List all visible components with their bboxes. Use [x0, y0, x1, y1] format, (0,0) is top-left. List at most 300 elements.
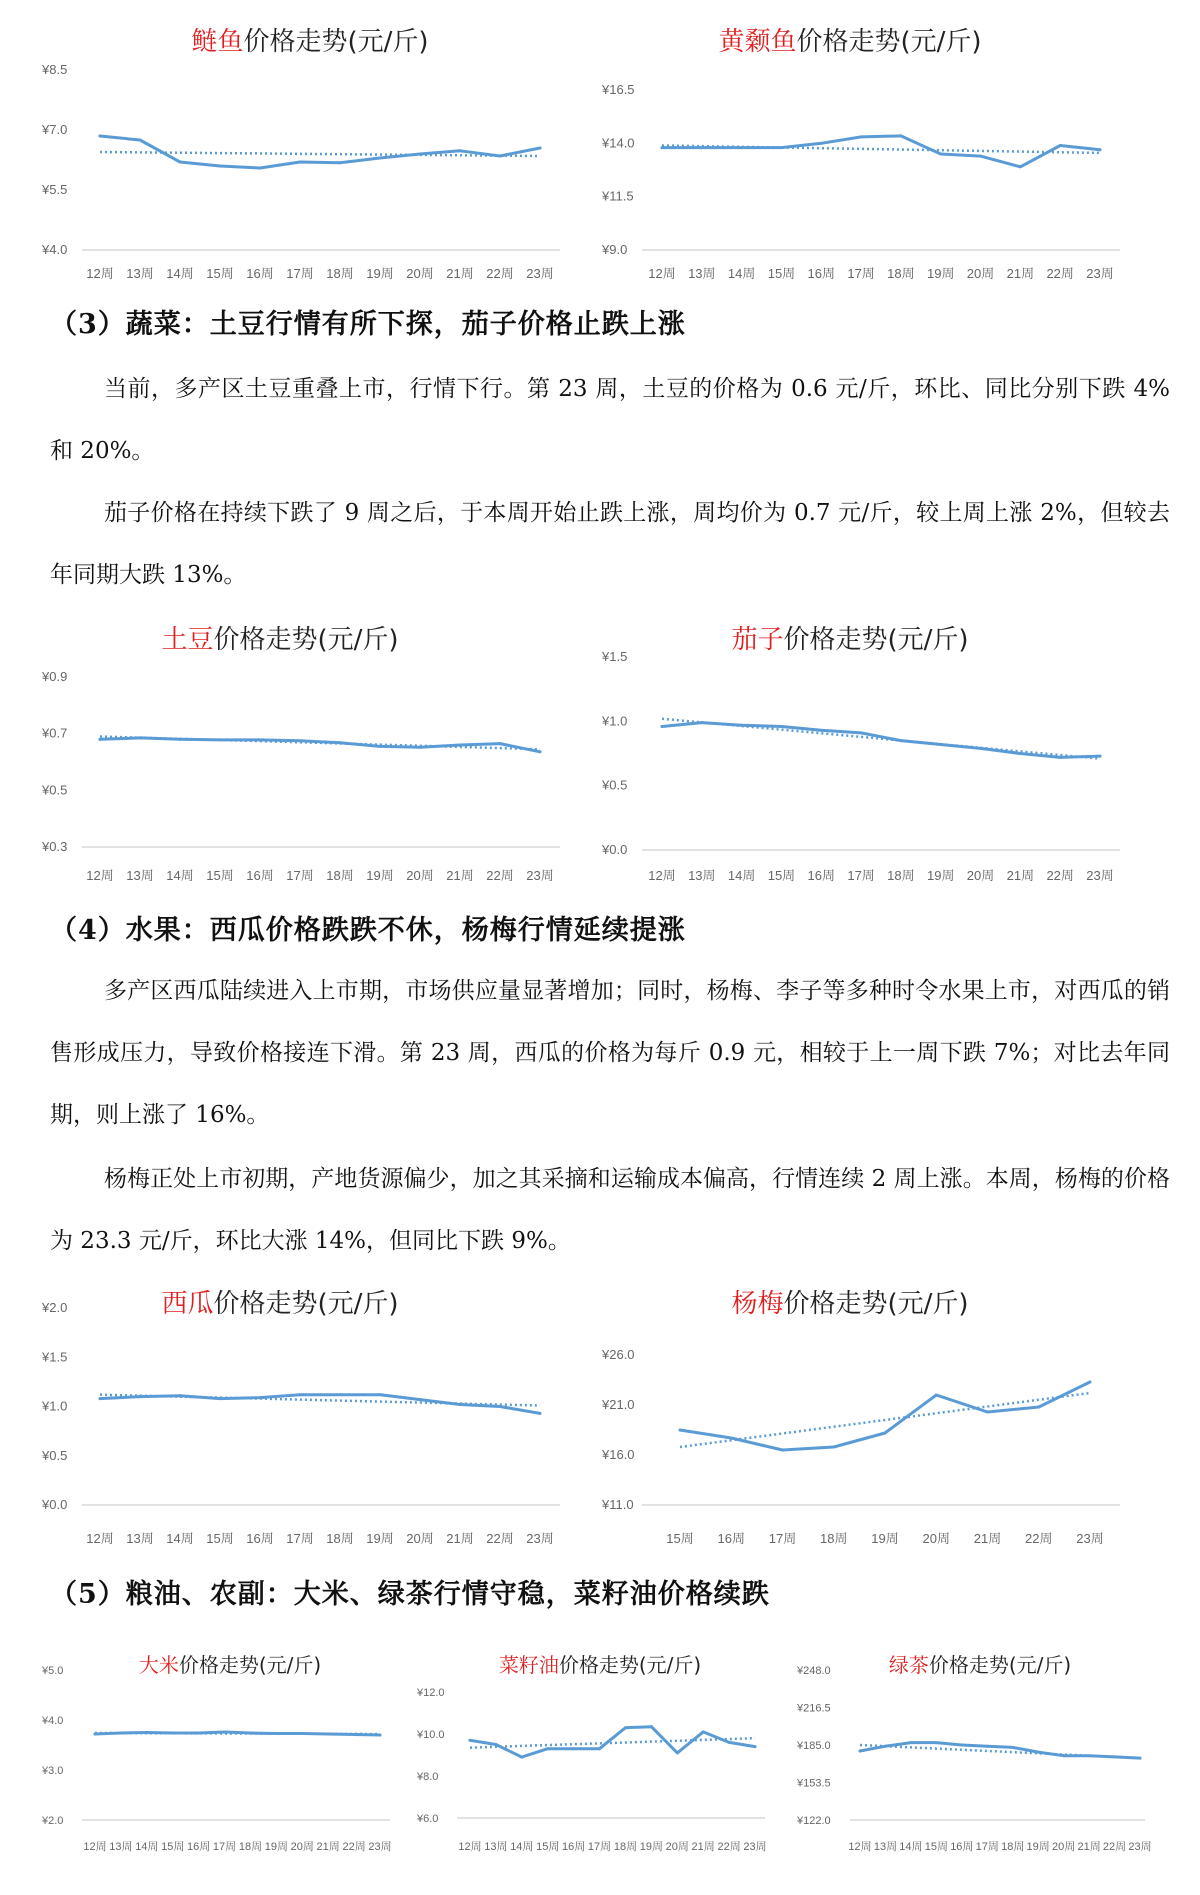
yangmei-y-tick-label: ¥26.0: [602, 1347, 635, 1362]
xigua-x-tick-label: 13周: [126, 1531, 154, 1546]
qiezi-x-tick-label: 21周: [1006, 868, 1035, 883]
caiziyou-x-tick-label: 13周: [484, 1841, 508, 1853]
huangsangyu-data-point: [661, 146, 664, 149]
lianyu-x-tick-label: 18周: [326, 266, 354, 281]
lianyu-title-suffix: 价格走势(元/斤): [243, 27, 429, 57]
xigua-y-tick-label: ¥0.0: [42, 1497, 68, 1512]
huangsangyu-x-tick-label: 17周: [847, 266, 875, 281]
huangsangyu-x-tick-label: 20周: [966, 266, 995, 281]
xigua-x-tick-label: 14周: [166, 1531, 194, 1546]
tudou-data-point: [179, 738, 182, 741]
lvcha-data-point: [909, 1741, 912, 1744]
lianyu-data-point: [419, 153, 422, 156]
xigua-y-tick-label: ¥1.5: [42, 1349, 68, 1365]
xigua-x-tick-label: 15周: [206, 1531, 234, 1546]
qiezi-data-point: [860, 731, 863, 734]
lvcha-x-tick-label: 22周: [1102, 1841, 1127, 1853]
dami-title-suffix: 价格走势(元/斤): [178, 1653, 322, 1677]
lvcha-data-point: [986, 1745, 989, 1748]
xigua-x-tick-label: 18周: [326, 1531, 354, 1546]
lvcha-data-point: [960, 1744, 963, 1747]
tudou-y-tick-label: ¥0.3: [42, 839, 68, 854]
xigua-data-point: [459, 1403, 462, 1406]
tudou-y-tick-label: ¥0.5: [42, 782, 68, 798]
qiezi-x-tick-label: 20周: [966, 868, 995, 883]
huangsangyu-x-tick-label: 22周: [1046, 266, 1074, 281]
lianyu-data-point: [499, 155, 502, 158]
lvcha-y-tick-label: ¥153.5: [797, 1777, 831, 1790]
caiziyou-data-point: [469, 1739, 472, 1742]
caiziyou-x-tick-label: 16周: [562, 1841, 586, 1853]
qiezi-x-tick-label: 23周: [1086, 868, 1114, 883]
dami-x-tick-label: 12周: [83, 1841, 107, 1853]
lvcha-y-tick-label: ¥122.0: [797, 1815, 831, 1827]
tudou-data-point: [539, 750, 542, 753]
xigua-x-tick-label: 19周: [366, 1531, 394, 1546]
qiezi-data-point: [899, 739, 902, 742]
caiziyou-x-tick-label: 12周: [458, 1841, 482, 1853]
dami-data-point: [353, 1733, 356, 1736]
lianyu-x-tick-label: 15周: [206, 266, 234, 281]
tudou-y-tick-label: ¥0.7: [42, 725, 68, 741]
huangsangyu-data-point: [860, 135, 863, 138]
dami-x-tick-label: 13周: [109, 1841, 133, 1853]
huangsangyu-price-line: [662, 136, 1100, 167]
lianyu-data-point: [99, 135, 102, 138]
lvcha-data-point: [1062, 1754, 1065, 1757]
lvcha-x-tick-label: 20周: [1052, 1841, 1076, 1853]
caiziyou-x-tick-label: 14周: [510, 1841, 534, 1853]
caiziyou-x-tick-label: 22周: [717, 1841, 741, 1853]
dami-data-point: [171, 1732, 174, 1735]
qiezi-data-point: [1019, 752, 1022, 755]
chart-dami: [40, 1640, 410, 1880]
dami-data-point: [379, 1734, 382, 1737]
chart-qiezi: [600, 612, 1140, 897]
qiezi-x-tick-label: 19周: [926, 868, 955, 883]
lianyu-data-point: [299, 161, 302, 164]
xigua-data-point: [219, 1397, 222, 1400]
lianyu-data-point: [259, 167, 262, 170]
tudou-x-tick-label: 20周: [406, 868, 434, 883]
tudou-chart-title: [161, 625, 398, 655]
qiezi-data-point: [740, 724, 743, 727]
xigua-data-point: [179, 1394, 182, 1397]
xigua-y-tick-label: ¥1.0: [42, 1398, 68, 1414]
huangsangyu-y-tick-label: ¥9.0: [602, 242, 628, 257]
qiezi-data-point: [780, 725, 783, 728]
huangsangyu-data-point: [899, 134, 902, 137]
lvcha-x-tick-label: 21周: [1077, 1841, 1101, 1853]
qiezi-x-tick-label: 12周: [648, 868, 676, 883]
paragraph-eggplant: 茄子价格在持续下跌了 9 周之后，于本周开始止跌上涨，周均价为 0.7 元/斤，较上周上涨 2%，但较去年同期大跌 13%。: [50, 500, 1170, 588]
lvcha-x-tick-label: 17周: [975, 1841, 999, 1853]
tudou-data-point: [219, 738, 222, 741]
caiziyou-data-point: [754, 1745, 757, 1748]
xigua-y-tick-label: ¥0.5: [42, 1447, 68, 1463]
lvcha-x-tick-label: 23周: [1128, 1841, 1152, 1853]
lvcha-x-tick-label: 15周: [924, 1841, 948, 1853]
yangmei-data-point: [884, 1432, 887, 1435]
yangmei-y-tick-label: ¥21.0: [602, 1397, 635, 1412]
lvcha-data-point: [1113, 1755, 1116, 1758]
caiziyou-data-point: [598, 1747, 601, 1750]
yangmei-data-point: [1089, 1381, 1092, 1384]
lvcha-x-tick-label: 14周: [899, 1841, 923, 1853]
lianyu-x-tick-label: 19周: [366, 266, 394, 281]
huangsangyu-y-tick-label: ¥11.5: [602, 188, 634, 204]
dami-x-tick-label: 15周: [161, 1841, 185, 1853]
tudou-data-point: [259, 738, 262, 741]
lvcha-x-tick-label: 12周: [848, 1841, 872, 1853]
caiziyou-title-suffix: 价格走势(元/斤): [558, 1653, 702, 1677]
huangsangyu-x-tick-label: 14周: [727, 266, 756, 281]
lianyu-data-point: [379, 157, 382, 160]
lvcha-y-tick-label: ¥248.0: [797, 1665, 831, 1677]
tudou-x-tick-label: 13周: [126, 868, 154, 883]
lianyu-data-point: [339, 161, 342, 164]
dami-y-tick-label: ¥2.0: [42, 1815, 64, 1827]
lianyu-x-tick-label: 23周: [526, 266, 554, 281]
lvcha-y-tick-label: ¥185.0: [797, 1740, 831, 1752]
caiziyou-data-point: [546, 1747, 549, 1750]
qiezi-data-point: [979, 747, 982, 750]
lianyu-x-tick-label: 17周: [286, 266, 314, 281]
lianyu-y-tick-label: ¥7.0: [42, 122, 68, 137]
qiezi-x-tick-label: 18周: [887, 868, 915, 883]
caiziyou-data-point: [624, 1726, 627, 1729]
lvcha-x-tick-label: 19周: [1026, 1841, 1050, 1853]
xigua-data-point: [419, 1398, 422, 1401]
paragraph-watermelon: 多产区西瓜陆续进入上市期，市场供应量显著增加；同时，杨梅、李子等多种时令水果上市，对西瓜的销售形成压力，导致价格接连下滑。第 23 周，西瓜的价格为每斤 0.9 元，相较于上一周下跌 7%；对比去年同期，则上涨了 16%。: [50, 978, 1170, 1128]
lianyu-data-point: [459, 149, 462, 152]
lvcha-chart-title: [889, 1653, 1071, 1677]
tudou-data-point: [499, 742, 502, 745]
caiziyou-y-tick-label: ¥6.0: [417, 1813, 439, 1825]
caiziyou-data-point: [676, 1751, 679, 1754]
yangmei-data-point: [730, 1437, 733, 1440]
xigua-x-tick-label: 12周: [86, 1531, 114, 1546]
lvcha-title-suffix: 价格走势(元/斤): [928, 1653, 1072, 1677]
dami-data-point: [249, 1732, 252, 1735]
tudou-x-tick-label: 17周: [286, 868, 314, 883]
yangmei-data-point: [832, 1446, 835, 1449]
yangmei-y-tick-label: ¥16.0: [602, 1447, 635, 1462]
qiezi-data-point: [700, 721, 703, 724]
huangsangyu-title-suffix: 价格走势(元/斤): [796, 27, 982, 57]
lianyu-y-tick-label: ¥5.5: [42, 182, 68, 197]
caiziyou-x-tick-label: 19周: [639, 1841, 663, 1853]
chart-yangmei: [600, 1280, 1140, 1565]
qiezi-price-line: [662, 723, 1100, 758]
yangmei-data-point: [679, 1429, 682, 1432]
huangsangyu-data-point: [740, 146, 743, 149]
caiziyou-price-line: [470, 1727, 755, 1757]
huangsangyu-chart-title: [718, 27, 981, 57]
caiziyou-y-tick-label: ¥10.0: [417, 1729, 445, 1741]
xigua-x-tick-label: 16周: [246, 1531, 274, 1546]
yangmei-x-tick-label: 21周: [973, 1531, 1002, 1546]
xigua-data-point: [99, 1397, 102, 1400]
huangsangyu-x-tick-label: 18周: [887, 266, 915, 281]
caiziyou-x-tick-label: 18周: [613, 1841, 638, 1853]
yangmei-x-tick-label: 19周: [871, 1531, 899, 1546]
dami-x-tick-label: 22周: [342, 1841, 366, 1853]
huangsangyu-data-point: [700, 146, 703, 149]
yangmei-x-tick-label: 17周: [768, 1531, 797, 1546]
yangmei-price-line: [680, 1382, 1090, 1450]
tudou-title-name: 土豆: [161, 625, 214, 655]
lvcha-data-point: [935, 1741, 938, 1744]
tudou-data-point: [99, 738, 102, 741]
dami-data-point: [94, 1733, 97, 1736]
caiziyou-data-point: [572, 1747, 575, 1750]
qiezi-x-tick-label: 22周: [1046, 868, 1074, 883]
dami-x-tick-label: 19周: [264, 1841, 288, 1853]
dami-x-tick-label: 21周: [316, 1841, 340, 1853]
lvcha-data-point: [1139, 1757, 1142, 1760]
lianyu-x-tick-label: 22周: [486, 266, 514, 281]
lianyu-y-tick-label: ¥4.0: [42, 242, 68, 257]
yangmei-x-tick-label: 16周: [717, 1531, 745, 1546]
lvcha-y-tick-label: ¥216.5: [797, 1702, 831, 1715]
tudou-data-point: [299, 739, 302, 742]
qiezi-y-tick-label: ¥1.0: [602, 713, 628, 729]
tudou-x-tick-label: 15周: [206, 868, 234, 883]
yangmei-x-tick-label: 20周: [922, 1531, 950, 1546]
xigua-data-point: [259, 1396, 262, 1399]
xigua-data-point: [499, 1405, 502, 1408]
huangsangyu-x-tick-label: 13周: [688, 266, 716, 281]
caiziyou-title-name: 菜籽油: [498, 1653, 559, 1677]
lvcha-data-point: [1088, 1754, 1091, 1757]
lianyu-x-tick-label: 21周: [446, 266, 474, 281]
dami-data-point: [145, 1731, 148, 1734]
dami-data-point: [327, 1733, 330, 1736]
section-heading-vegetables: （3）蔬菜：土豆行情有所下探，茄子价格止跌上涨: [50, 309, 686, 340]
xigua-data-point: [339, 1393, 342, 1396]
qiezi-data-point: [1059, 756, 1062, 759]
tudou-x-tick-label: 14周: [166, 868, 194, 883]
dami-price-line: [95, 1732, 380, 1735]
qiezi-y-tick-label: ¥1.5: [602, 649, 628, 664]
qiezi-x-tick-label: 17周: [847, 868, 875, 883]
lvcha-data-point: [884, 1745, 887, 1748]
chart-tudou: [40, 612, 580, 897]
caiziyou-data-point: [520, 1756, 523, 1759]
qiezi-data-point: [820, 729, 823, 732]
qiezi-x-tick-label: 15周: [767, 868, 796, 883]
qiezi-title-name: 茄子: [731, 625, 784, 655]
huangsangyu-data-point: [820, 142, 823, 145]
huangsangyu-data-point: [979, 155, 982, 158]
section-heading-fruit: （4）水果：西瓜价格跌跌不休，杨梅行情延续提涨: [50, 915, 686, 946]
yangmei-y-tick-label: ¥11.0: [602, 1497, 634, 1512]
tudou-data-point: [419, 746, 422, 749]
huangsangyu-data-point: [1019, 165, 1022, 168]
huangsangyu-data-point: [1099, 148, 1102, 151]
dami-y-tick-label: ¥4.0: [42, 1715, 64, 1727]
caiziyou-x-tick-label: 15周: [536, 1841, 560, 1853]
qiezi-data-point: [1099, 755, 1102, 758]
tudou-data-point: [459, 744, 462, 747]
dami-x-tick-label: 16周: [187, 1841, 211, 1853]
lianyu-y-tick-label: ¥8.5: [42, 62, 68, 77]
yangmei-title-name: 杨梅: [731, 1289, 784, 1319]
xigua-price-chart: [40, 1280, 580, 1565]
xigua-x-tick-label: 23周: [526, 1531, 554, 1546]
lvcha-price-chart: [795, 1640, 1165, 1880]
qiezi-x-tick-label: 13周: [688, 868, 716, 883]
yangmei-x-tick-label: 18周: [820, 1531, 848, 1546]
lianyu-x-tick-label: 12周: [86, 266, 114, 281]
caiziyou-data-point: [728, 1741, 731, 1744]
tudou-x-tick-label: 23周: [526, 868, 554, 883]
yangmei-data-point: [1037, 1406, 1040, 1409]
caiziyou-y-tick-label: ¥12.0: [417, 1687, 445, 1699]
qiezi-chart-title: [731, 625, 968, 655]
dami-x-tick-label: 17周: [212, 1841, 237, 1853]
chart-xigua: [40, 1280, 580, 1565]
lvcha-title-name: 绿茶: [888, 1653, 929, 1677]
yangmei-title-suffix: 价格走势(元/斤): [783, 1289, 969, 1319]
caiziyou-x-tick-label: 20周: [665, 1841, 689, 1853]
yangmei-data-point: [986, 1411, 989, 1414]
dami-data-point: [275, 1732, 278, 1735]
xigua-y-tick-label: ¥2.0: [42, 1300, 68, 1315]
lianyu-x-tick-label: 14周: [166, 266, 194, 281]
xigua-x-tick-label: 22周: [486, 1531, 514, 1546]
yangmei-x-tick-label: 23周: [1076, 1531, 1104, 1546]
xigua-title-suffix: 价格走势(元/斤): [213, 1289, 399, 1319]
lvcha-data-point: [1011, 1746, 1014, 1749]
caiziyou-chart-title: [499, 1653, 701, 1677]
tudou-data-point: [139, 736, 142, 739]
xigua-x-tick-label: 21周: [446, 1531, 474, 1546]
lvcha-data-point: [859, 1749, 862, 1752]
caiziyou-x-tick-label: 23周: [743, 1841, 767, 1853]
tudou-x-tick-label: 19周: [366, 868, 394, 883]
tudou-price-chart: [40, 612, 580, 897]
tudou-x-tick-label: 22周: [486, 868, 514, 883]
qiezi-y-tick-label: ¥0.5: [602, 777, 628, 793]
lianyu-data-point: [179, 161, 182, 164]
caiziyou-x-tick-label: 17周: [587, 1841, 612, 1853]
caiziyou-data-point: [494, 1743, 497, 1746]
tudou-x-tick-label: 18周: [326, 868, 354, 883]
qiezi-y-tick-label: ¥0.0: [602, 842, 628, 857]
huangsangyu-x-tick-label: 21周: [1006, 266, 1035, 281]
lianyu-x-tick-label: 16周: [246, 266, 274, 281]
dami-x-tick-label: 20周: [290, 1841, 314, 1853]
lianyu-data-point: [219, 165, 222, 168]
lianyu-x-tick-label: 20周: [406, 266, 434, 281]
paragraph-bayberry: 杨梅正处上市初期，产地货源偏少，加之其采摘和运输成本偏高，行情连续 2 周上涨。本周，杨梅的价格为 23.3 元/斤，环比大涨 14%，但同比下跌 9%。: [50, 1166, 1170, 1254]
huangsangyu-data-point: [780, 146, 783, 149]
huangsangyu-y-tick-label: ¥16.5: [602, 82, 635, 97]
tudou-x-tick-label: 12周: [86, 868, 114, 883]
huangsangyu-price-chart: [600, 8, 1140, 288]
dami-title-name: 大米: [138, 1653, 179, 1677]
xigua-chart-title: [161, 1289, 398, 1319]
lianyu-data-point: [139, 139, 142, 142]
caiziyou-data-point: [702, 1730, 705, 1733]
dami-data-point: [197, 1732, 200, 1735]
tudou-x-tick-label: 21周: [446, 868, 474, 883]
dami-x-tick-label: 14周: [135, 1841, 159, 1853]
lianyu-data-point: [539, 147, 542, 150]
tudou-y-tick-label: ¥0.9: [42, 669, 68, 684]
xigua-data-point: [139, 1395, 142, 1398]
lianyu-chart-title: [191, 27, 428, 57]
dami-data-point: [301, 1732, 304, 1735]
lvcha-data-point: [1037, 1751, 1040, 1754]
section-heading-grain: （5）粮油、农副：大米、绿茶行情守稳，菜籽油价格续跌: [50, 1579, 770, 1610]
huangsangyu-y-tick-label: ¥14.0: [602, 135, 635, 151]
huangsangyu-title-name: 黄颡鱼: [718, 27, 797, 57]
tudou-data-point: [379, 745, 382, 748]
huangsangyu-data-point: [939, 153, 942, 156]
tudou-x-tick-label: 16周: [246, 868, 274, 883]
qiezi-data-point: [661, 725, 664, 728]
xigua-data-point: [539, 1412, 542, 1415]
yangmei-x-tick-label: 15周: [666, 1531, 694, 1546]
paragraph-potato: 当前，多产区土豆重叠上市，行情下行。第 23 周，土豆的价格为 0.6 元/斤，环比、同比分别下跌 4%和 20%。: [50, 376, 1170, 464]
xigua-data-point: [379, 1393, 382, 1396]
huangsangyu-x-tick-label: 15周: [767, 266, 796, 281]
lvcha-x-tick-label: 18周: [1001, 1841, 1025, 1853]
caiziyou-x-tick-label: 21周: [691, 1841, 715, 1853]
chart-lvcha: [795, 1640, 1165, 1880]
lvcha-x-tick-label: 13周: [873, 1841, 898, 1853]
dami-x-tick-label: 23周: [368, 1841, 392, 1853]
chart-huangsangyu: [600, 8, 1140, 288]
qiezi-title-suffix: 价格走势(元/斤): [783, 625, 969, 655]
tudou-data-point: [339, 741, 342, 744]
qiezi-x-tick-label: 16周: [807, 868, 836, 883]
huangsangyu-data-point: [1059, 144, 1062, 147]
caiziyou-price-chart: [415, 1640, 785, 1880]
chart-lianyu: [40, 8, 580, 288]
caiziyou-data-point: [650, 1725, 653, 1728]
xigua-price-line: [100, 1395, 540, 1414]
xigua-x-tick-label: 20周: [406, 1531, 434, 1546]
dami-data-point: [119, 1732, 122, 1735]
lianyu-x-tick-label: 13周: [126, 266, 154, 281]
huangsangyu-x-tick-label: 19周: [926, 266, 955, 281]
qiezi-price-chart: [600, 612, 1140, 897]
tudou-title-suffix: 价格走势(元/斤): [213, 625, 399, 655]
dami-y-tick-label: ¥3.0: [42, 1765, 64, 1777]
qiezi-x-tick-label: 14周: [727, 868, 756, 883]
yangmei-data-point: [935, 1394, 938, 1397]
xigua-title-name: 西瓜: [161, 1289, 214, 1319]
lvcha-x-tick-label: 16周: [950, 1841, 974, 1853]
yangmei-chart-title: [731, 1289, 968, 1319]
dami-price-chart: [40, 1640, 410, 1880]
huangsangyu-x-tick-label: 23周: [1086, 266, 1114, 281]
dami-y-tick-label: ¥5.0: [42, 1665, 64, 1677]
yangmei-x-tick-label: 22周: [1025, 1531, 1053, 1546]
huangsangyu-x-tick-label: 16周: [807, 266, 836, 281]
dami-x-tick-label: 18周: [238, 1841, 263, 1853]
huangsangyu-x-tick-label: 12周: [648, 266, 676, 281]
yangmei-data-point: [781, 1449, 784, 1452]
dami-data-point: [223, 1731, 226, 1734]
qiezi-data-point: [939, 743, 942, 746]
lianyu-price-chart: [40, 8, 580, 288]
lianyu-title-name: 鲢鱼: [191, 27, 244, 57]
